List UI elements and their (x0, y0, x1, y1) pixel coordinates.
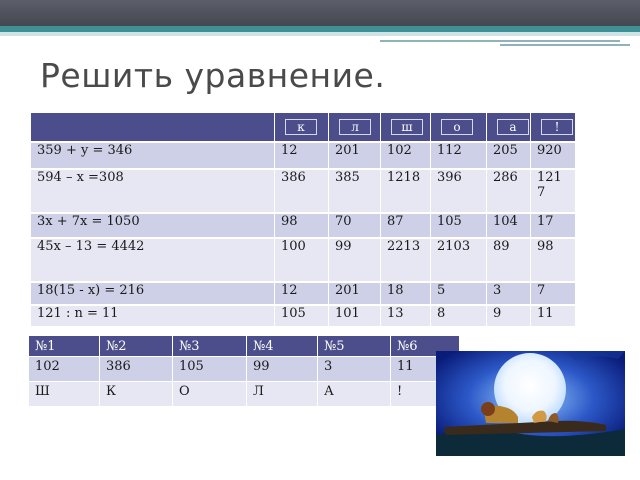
answer-letter: К (100, 382, 173, 407)
choice-cell: 201 (329, 142, 381, 169)
choice-cell: 5 (431, 282, 487, 305)
choice-cell: 87 (381, 213, 431, 238)
letter-box: а (497, 119, 529, 135)
accent-line (380, 40, 620, 42)
choice-cell: 101 (329, 305, 381, 327)
header-cell (531, 113, 576, 142)
answer-letter: О (173, 382, 247, 407)
answer-number: №3 (173, 336, 247, 357)
choice-cell: 105 (275, 305, 329, 327)
choice-cell: 112 (431, 142, 487, 169)
table-row (31, 305, 576, 327)
answer-value: 11 (391, 357, 460, 382)
answers-letter-row (29, 382, 460, 407)
letter-box: о (441, 119, 473, 135)
letter-box: ш (391, 119, 423, 135)
answer-letter: Ш (29, 382, 100, 407)
moonlit-lions-image (436, 351, 625, 456)
choice-cell: 9 (487, 305, 531, 327)
header-cell (275, 113, 329, 142)
choice-cell: 3 (487, 282, 531, 305)
answer-value: 99 (247, 357, 318, 382)
choice-cell: 205 (487, 142, 531, 169)
slide-title: Решить уравнение. (40, 56, 386, 95)
choice-cell: 17 (531, 213, 576, 238)
header-cell (487, 113, 531, 142)
equations-table (30, 113, 575, 328)
answer-letter: А (318, 382, 391, 407)
choice-cell: 12 (275, 142, 329, 169)
answer-number: №6 (391, 336, 460, 357)
choice-cell: 105 (431, 213, 487, 238)
lion-mane (481, 402, 495, 416)
answer-number: №5 (318, 336, 391, 357)
choice-cell: 99 (329, 238, 381, 282)
answer-value: 386 (100, 357, 173, 382)
top-band (0, 0, 640, 26)
choice-cell: 98 (275, 213, 329, 238)
answer-letter: ! (391, 382, 460, 407)
choice-cell: 386 (275, 169, 329, 213)
header-cell (381, 113, 431, 142)
choice-cell: 89 (487, 238, 531, 282)
equation-cell: 3x + 7x = 1050 (31, 213, 275, 238)
letter-box: к (285, 119, 317, 135)
answer-value: 102 (29, 357, 100, 382)
answer-number: №4 (247, 336, 318, 357)
table-row (31, 213, 576, 238)
choice-cell: 70 (329, 213, 381, 238)
accent-line (500, 44, 630, 46)
choice-cell: 7 (531, 282, 576, 305)
top-stripe-light (0, 32, 640, 36)
choice-cell: 396 (431, 169, 487, 213)
answer-value: 105 (173, 357, 247, 382)
equation-cell: 45x – 13 = 4442 (31, 238, 275, 282)
equation-cell: 359 + y = 346 (31, 142, 275, 169)
equation-cell: 121 : n = 11 (31, 305, 275, 327)
answer-letter: Л (247, 382, 318, 407)
choice-cell: 1218 (381, 169, 431, 213)
equation-cell: 594 – x =308 (31, 169, 275, 213)
choice-cell: 2213 (381, 238, 431, 282)
answer-number: №1 (29, 336, 100, 357)
choice-cell: 2103 (431, 238, 487, 282)
moonlit-lions-illustration (436, 351, 625, 456)
letter-box: ! (541, 119, 573, 135)
choice-cell: 920 (531, 142, 576, 169)
table-header-row (31, 113, 576, 142)
letter-box: л (339, 119, 371, 135)
choice-cell: 286 (487, 169, 531, 213)
answers-header-row (29, 336, 460, 357)
choice-cell: 121 7 (531, 169, 576, 213)
choice-cell: 12 (275, 282, 329, 305)
answers-value-row (29, 357, 460, 382)
answer-value: 3 (318, 357, 391, 382)
table-row (31, 238, 576, 282)
choice-cell: 100 (275, 238, 329, 282)
choice-cell: 13 (381, 305, 431, 327)
choice-cell: 8 (431, 305, 487, 327)
equation-cell: 18(15 - x) = 216 (31, 282, 275, 305)
choice-cell: 11 (531, 305, 576, 327)
choice-cell: 102 (381, 142, 431, 169)
answers-table (28, 336, 459, 407)
choice-cell: 98 (531, 238, 576, 282)
choice-cell: 18 (381, 282, 431, 305)
table-row (31, 282, 576, 305)
choice-cell: 104 (487, 213, 531, 238)
table-row (31, 169, 576, 213)
header-cell (31, 113, 275, 142)
choice-cell: 201 (329, 282, 381, 305)
choice-cell: 385 (329, 169, 381, 213)
answer-number: №2 (100, 336, 173, 357)
table-row (31, 142, 576, 169)
header-cell (329, 113, 381, 142)
header-cell (431, 113, 487, 142)
